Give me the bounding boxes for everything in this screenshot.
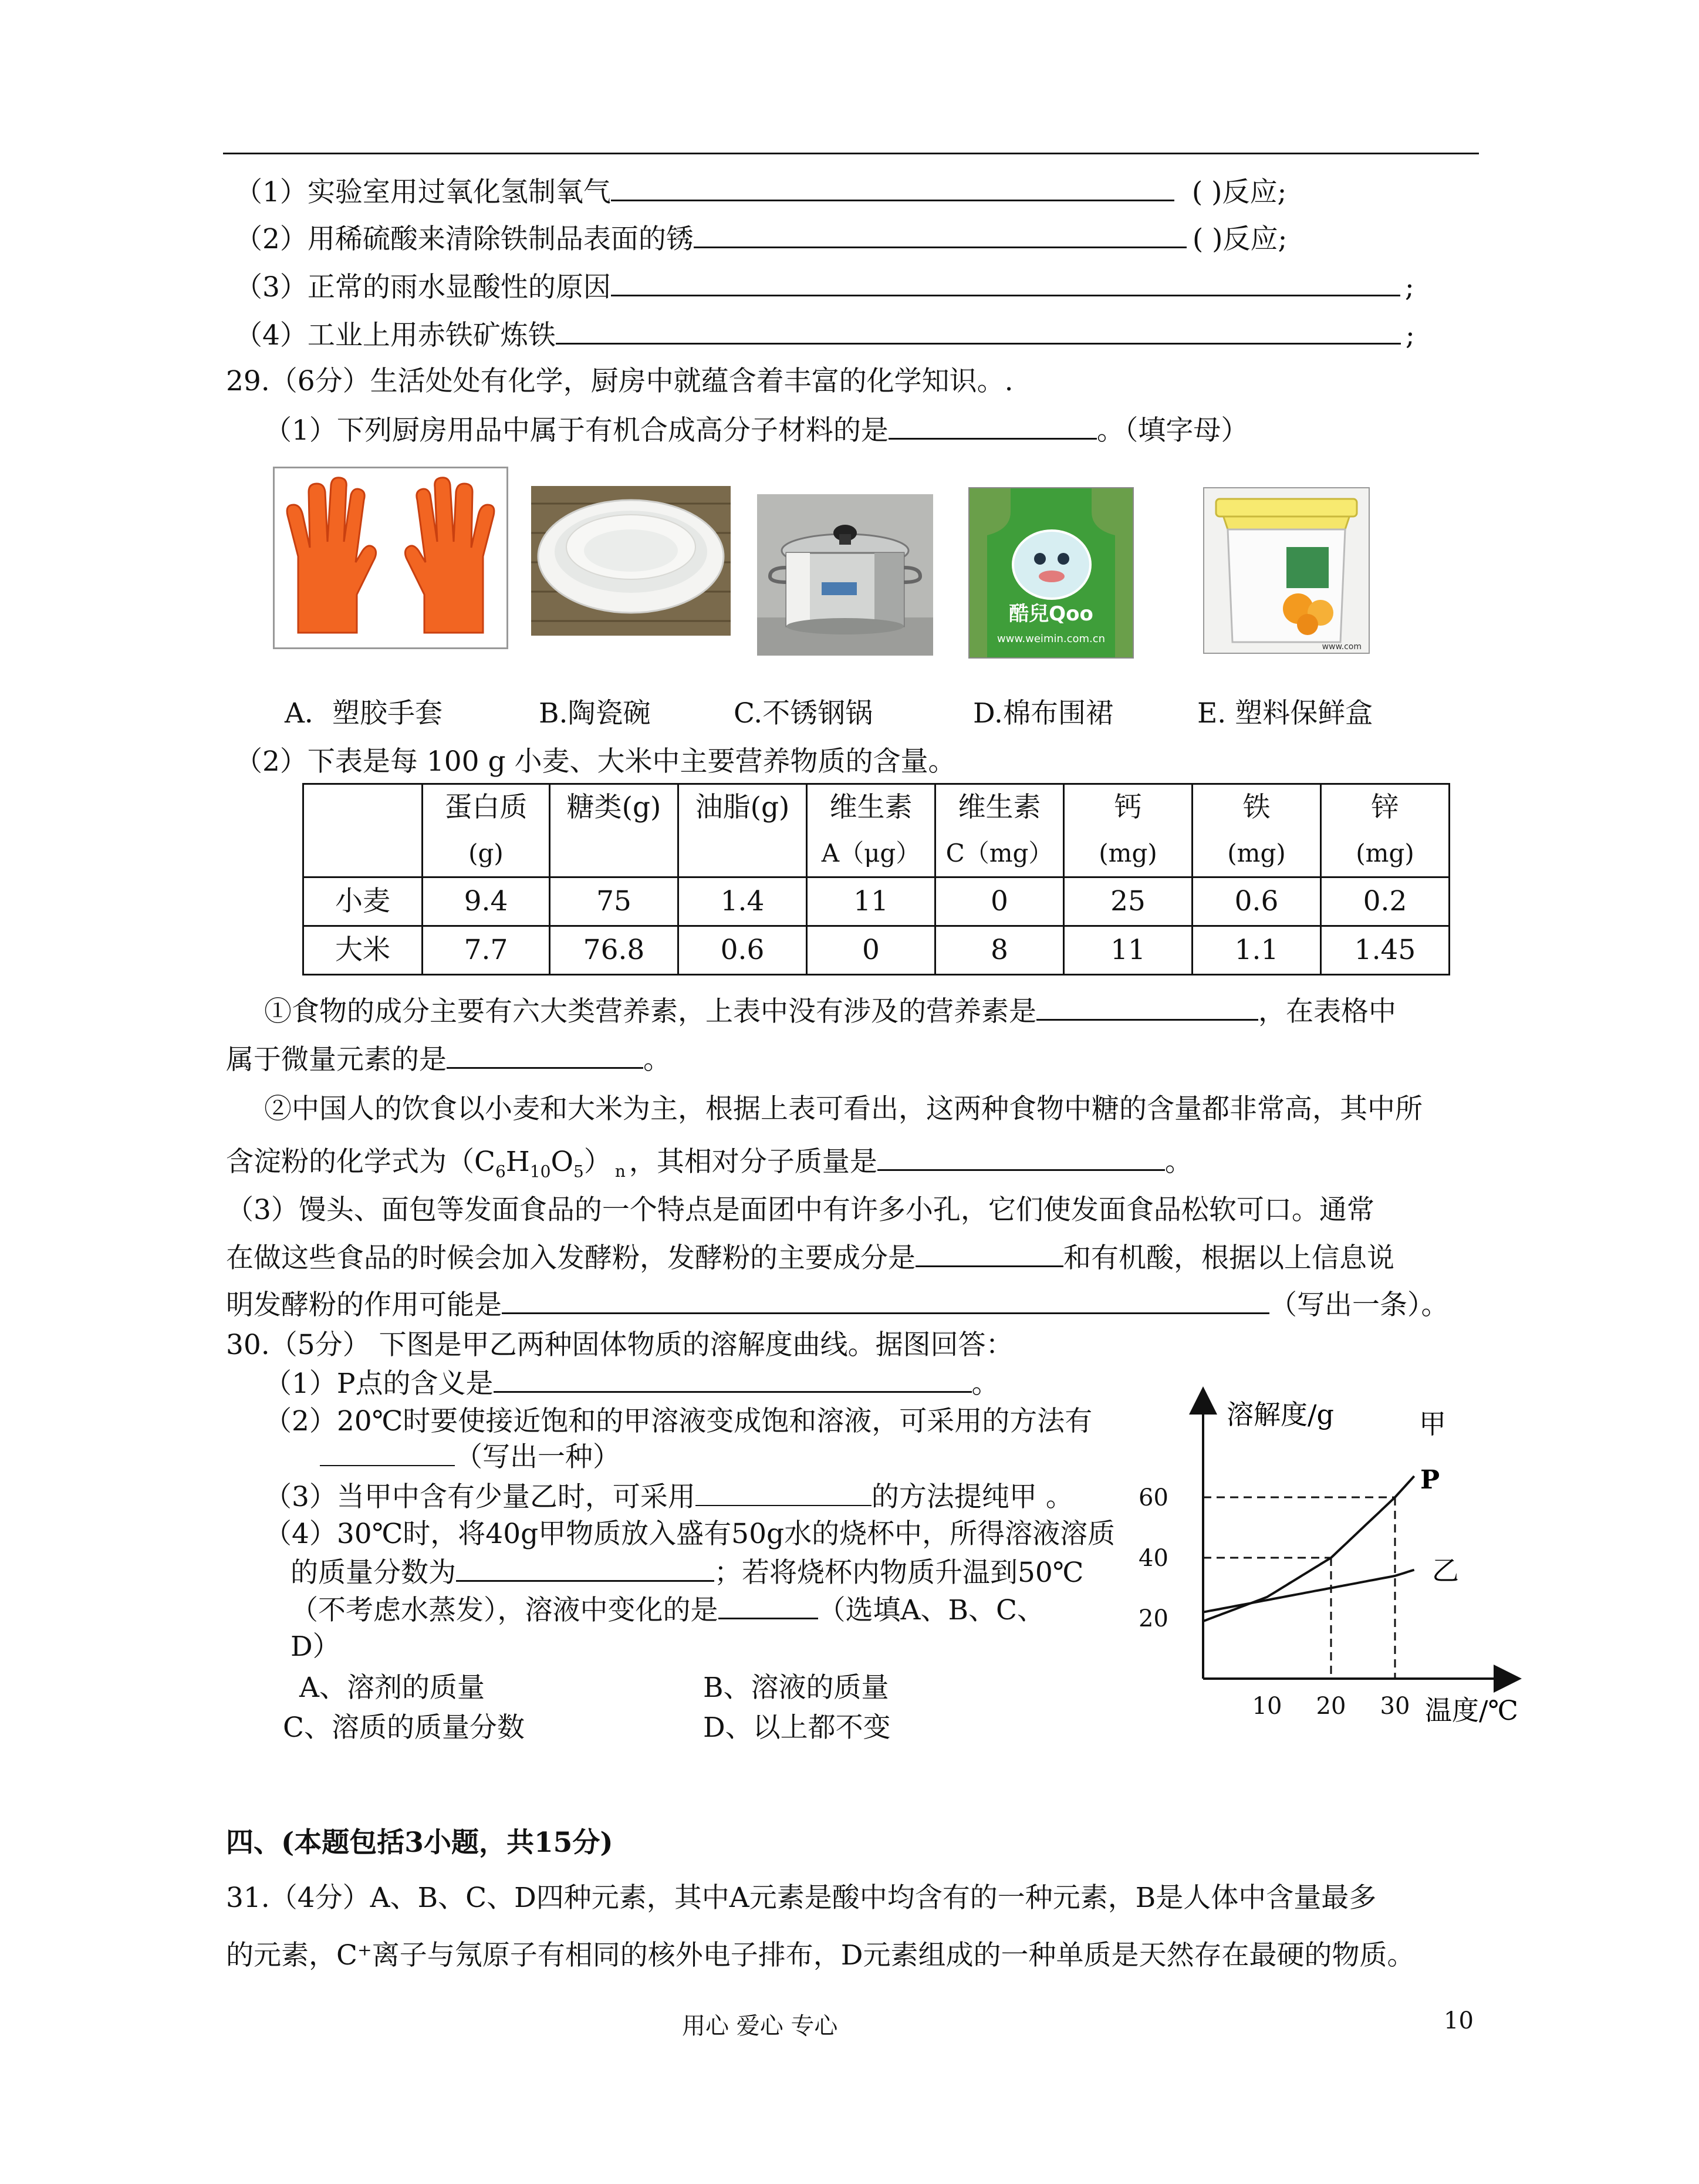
q31-line-a: 31.（4分）A、B、C、D四种元素，其中A元素是酸中均含有的一种元素，B是人体中含量最多 [226, 1882, 1377, 1914]
q29-part-3c: 明发酵粉的作用可能是 （写出一条）。 [226, 1287, 1449, 1323]
nutrition-table [302, 783, 1450, 975]
q28-line-2: （2）用稀硫酸来清除铁制品表面的锈 ( )反应; [235, 221, 1287, 257]
table-cell: 0 [935, 877, 1064, 926]
table-cell: (mg) [1321, 831, 1450, 877]
table-cell: 75 [550, 877, 678, 926]
q31-line-b: 的元素，C⁺离子与氖原子有相同的核外电子排布，D元素组成的一种单质是天然存在最硬的物质。 [226, 1939, 1415, 1972]
answer-blank[interactable] [611, 174, 1174, 201]
table-header-row [303, 831, 1450, 877]
q30-line-2b: （写出一种） [320, 1439, 620, 1475]
table-cell: 1.4 [678, 877, 807, 926]
table-cell: 糖类(g) [550, 784, 678, 831]
section-4-title: 四、(本题包括3小题，共15分) [226, 1827, 613, 1859]
page-number: 10 [1444, 2007, 1474, 2034]
table-cell: 0.2 [1321, 877, 1450, 926]
option-d: D.棉布围裙 [973, 697, 1113, 730]
y-tick-label: 20 [1139, 1605, 1168, 1632]
q29-part-3b: 在做这些食品的时候会加入发酵粉，发酵粉的主要成分是 和有机酸，根据以上信息说 [226, 1240, 1394, 1276]
table-cell: 0.6 [678, 926, 807, 975]
table-cell: 7.7 [423, 926, 550, 975]
y-tick-label: 40 [1139, 1545, 1168, 1572]
table-cell: 11 [1064, 926, 1193, 975]
table-cell: 油脂(g) [678, 784, 807, 831]
answer-blank[interactable] [456, 1554, 714, 1582]
table-cell: 8 [935, 926, 1064, 975]
q29-part-2: （2）下表是每 100 g 小麦、大米中主要营养物质的含量。 [235, 745, 956, 778]
q29-sub-2b: 含淀粉的化学式为$(C_6H_{10}O_5)$ $_n$ ，其相对分子质量是 。 [226, 1143, 1193, 1189]
q30-line-4b: 的质量分数为 ；若将烧杯内物质升温到50℃ [291, 1554, 1083, 1591]
x-tick-label: 20 [1316, 1693, 1346, 1720]
choice-b: B、溶液的质量 [703, 1672, 889, 1704]
choice-a: A、溶剂的质量 [299, 1672, 485, 1704]
y-axis-label: 溶解度/g [1227, 1399, 1334, 1430]
table-row [303, 926, 1450, 975]
table-cell: 1.45 [1321, 926, 1450, 975]
q28-line-4: （4）工业上用赤铁矿炼铁 ; [235, 317, 1415, 353]
answer-blank[interactable] [494, 1365, 972, 1393]
answer-blank[interactable] [1036, 993, 1258, 1021]
table-cell [303, 784, 423, 831]
table-cell: 9.4 [423, 877, 550, 926]
table-cell [303, 831, 423, 877]
answer-blank[interactable] [889, 412, 1097, 440]
q29-title: 29.（6分）生活处处有化学，厨房中就蕴含着丰富的化学知识。. [226, 365, 1014, 397]
answer-blank[interactable] [320, 1439, 455, 1466]
container-url-text: www.com [1322, 642, 1362, 652]
option-a: A．塑胶手套 [285, 697, 443, 730]
choice-d: D、以上都不变 [703, 1712, 891, 1744]
table-cell: 蛋白质 [423, 784, 550, 831]
q28-line-1: （1）实验室用过氧化氢制氧气 ( )反应; [235, 174, 1286, 210]
answer-blank[interactable] [611, 269, 1400, 296]
table-cell: 大米 [303, 926, 423, 975]
plastic-container-image [1203, 487, 1370, 654]
answer-blank[interactable] [718, 1592, 818, 1619]
answer-blank[interactable] [694, 221, 1187, 248]
answer-blank[interactable] [877, 1143, 1165, 1171]
table-cell: 0 [807, 926, 935, 975]
point-p-label: P [1420, 1465, 1440, 1495]
series-yi-label: 乙 [1432, 1555, 1459, 1586]
answer-blank[interactable] [695, 1479, 872, 1506]
header-rule [223, 153, 1479, 154]
solubility-chart [1139, 1373, 1538, 1737]
table-cell: 1.1 [1193, 926, 1321, 975]
q28-line-3: （3）正常的雨水显酸性的原因 ; [235, 269, 1414, 305]
footer-motto: 用心 爱心 专心 [682, 2013, 838, 2040]
table-cell: 小麦 [303, 877, 423, 926]
table-cell: 铁 [1193, 784, 1321, 831]
q29-part-1: （1）下列厨房用品中属于有机合成高分子材料的是 。（填字母） [264, 412, 1248, 448]
table-cell: 维生素 [935, 784, 1064, 831]
table-cell: A（μg） [807, 831, 935, 877]
table-cell: 维生素 [807, 784, 935, 831]
curve-yi [1203, 1570, 1414, 1612]
table-header-row [303, 784, 1450, 831]
table-cell: C（mg） [935, 831, 1064, 877]
q29-sub-1b: 属于微量元素的是 。 [226, 1041, 671, 1078]
option-b: B.陶瓷碗 [539, 697, 651, 730]
answer-blank[interactable] [916, 1240, 1063, 1267]
table-cell: 钙 [1064, 784, 1193, 831]
rubber-gloves-image [273, 467, 508, 649]
answer-blank[interactable] [502, 1287, 1269, 1314]
q30-line-4c: （不考虑水蒸发），溶液中变化的是 （选填A、B、C、 [291, 1592, 1045, 1628]
q29-part-3a: （3）馒头、面包等发面食品的一个特点是面团中有许多小孔，它们使发面食品松软可口。通常 [226, 1194, 1374, 1226]
x-tick-label: 30 [1380, 1693, 1410, 1720]
y-tick-label: 60 [1139, 1484, 1168, 1511]
table-cell: 0.6 [1193, 877, 1321, 926]
q30-line-2: （2）20℃时要使接近饱和的甲溶液变成饱和溶液，可采用的方法有 [264, 1405, 1093, 1437]
x-tick-label: 10 [1252, 1693, 1282, 1720]
x-axis-label: 温度/℃ [1425, 1694, 1518, 1726]
series-jia-label: 甲 [1419, 1408, 1446, 1440]
table-cell: (mg) [1064, 831, 1193, 877]
table-row [303, 877, 1450, 926]
q30-line-1: （1）P点的含义是 。 [264, 1365, 999, 1402]
table-cell: 11 [807, 877, 935, 926]
steel-pot-image [757, 494, 933, 656]
table-cell [550, 831, 678, 877]
table-cell: 25 [1064, 877, 1193, 926]
table-cell [678, 831, 807, 877]
cotton-apron-image [968, 487, 1134, 659]
table-cell: 76.8 [550, 926, 678, 975]
q30-line-4a: （4）30℃时，将40g甲物质放入盛有50g水的烧杯中，所得溶液溶质 [264, 1518, 1116, 1550]
choice-c: C、溶质的质量分数 [283, 1712, 525, 1744]
q30-line-3: （3）当甲中含有少量乙时，可采用 的方法提纯甲 。 [264, 1479, 1073, 1515]
q30-title: 30.（5分） 下图是甲乙两种固体物质的溶解度曲线。据图回答： [226, 1329, 1014, 1361]
table-cell: (g) [423, 831, 550, 877]
answer-blank[interactable] [447, 1041, 643, 1069]
q30-line-4d: D） [291, 1631, 340, 1663]
ceramic-bowl-image [531, 486, 731, 636]
option-c: C.不锈钢锅 [734, 697, 873, 730]
q29-sub-2a: ②中国人的饮食以小麦和大米为主，根据上表可看出，这两种食物中糖的含量都非常高，其中所 [264, 1093, 1423, 1125]
table-cell: (mg) [1193, 831, 1321, 877]
option-e: E. 塑料保鲜盒 [1197, 697, 1373, 730]
apron-url-text: www.weimin.com.cn [997, 633, 1106, 645]
table-cell: 锌 [1321, 784, 1450, 831]
q29-sub-1a: ①食物的成分主要有六大类营养素，上表中没有涉及的营养素是 ，在表格中 [264, 993, 1396, 1029]
answer-blank[interactable] [556, 317, 1401, 345]
apron-brand-text: 酷兒Qoo [1009, 602, 1093, 626]
